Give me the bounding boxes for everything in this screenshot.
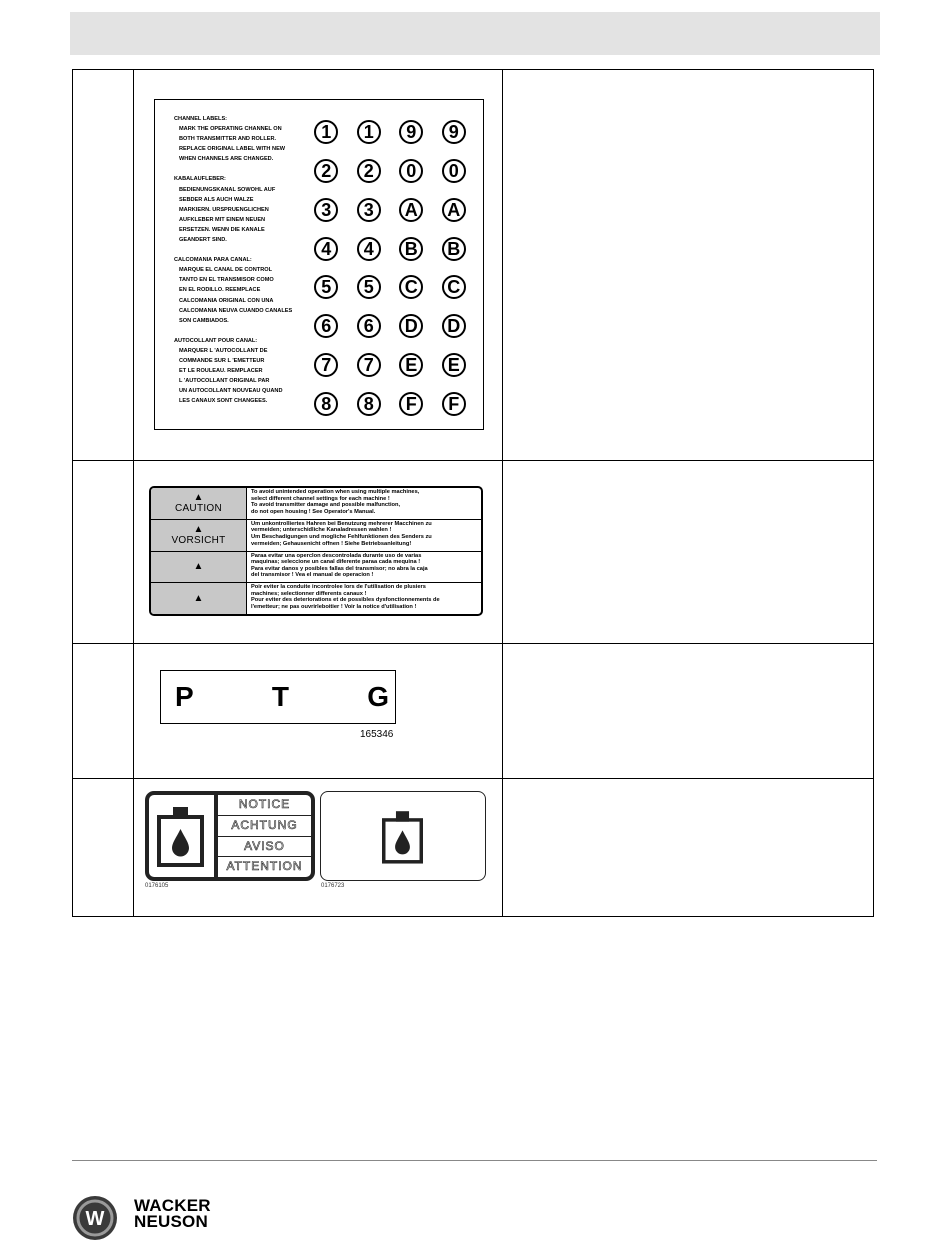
description-cell [503, 70, 874, 461]
line: UN AUTOCOLLANT NOUVEAU QUAND [179, 388, 283, 395]
channel-circle: E [399, 353, 423, 377]
channel-circle: C [399, 275, 423, 299]
description-cell [503, 779, 874, 917]
vorsicht-label: VORSICHT [171, 534, 226, 546]
channel-circle: 5 [357, 275, 381, 299]
heading: CHANNEL LABELS: [174, 116, 228, 122]
page-header-band [70, 12, 880, 55]
channel-circle: 0 [399, 159, 423, 183]
channel-circle: 8 [357, 392, 381, 416]
warning-triangle-icon: ▲ [193, 560, 204, 572]
channel-circle: D [399, 314, 423, 338]
channel-circle: 2 [357, 159, 381, 183]
channel-circle: F [399, 392, 423, 416]
french-instructions [174, 336, 309, 407]
warning-triangle-icon: ▲ [193, 592, 204, 604]
line: MARK THE OPERATING CHANNEL ON [179, 126, 282, 133]
line: TANTO EN EL TRANSMISOR COMO [179, 277, 274, 284]
description-cell [503, 644, 874, 779]
channel-circle: B [442, 237, 466, 261]
caution-german-row [151, 520, 481, 552]
channel-circle: 3 [314, 198, 338, 222]
line: L 'AUTOCOLLANT ORIGINAL PAR [179, 378, 270, 385]
spanish-instructions [174, 255, 309, 326]
caution-english-text: To avoid unintended operation when using multiple machines, select different channel settings for each machine ! To avoid transmitter damage and possible malfunction, do not open housing ! See Operator's Manual. [251, 489, 420, 515]
channel-circle: E [442, 353, 466, 377]
item-number-cell [73, 461, 134, 644]
line: AUFKLEBER MIT EINEM NEUEN [179, 216, 266, 223]
caution-spanish-row [151, 552, 481, 584]
heading: KABALAUFLEBER: [174, 176, 226, 183]
brand-line: NEUSON [134, 1212, 208, 1231]
table-row [73, 461, 874, 644]
channel-circle: C [442, 275, 466, 299]
channel-circle: 0 [442, 159, 466, 183]
ptg-letter: G [367, 681, 389, 712]
ptg-letter: P [175, 681, 194, 712]
warning-triangle-icon: ▲ [193, 523, 204, 535]
brand-line: WACKER [134, 1196, 211, 1215]
caution-french-text: Poir eviter la conduite incontrolee lors de l'utilisation de plusiers machines; selectionner differents canaux ! Pour eviter des deteriorations et de possibles dysfonctionnements de l'emetteur; ne pas ouvrirleboitier ! Voir la notice d'utilisation ! [251, 584, 440, 611]
table-row [73, 779, 874, 917]
ptg-decal [160, 670, 396, 724]
channel-number-grid [305, 113, 475, 423]
caution-german-text: Um unkontrolliertes Hahren bei Benutzung mehrerer Macchinen zu vermeiden; unterschidliche Kanaladressen wahlen ! Um Beschadigungen und mogliche Fehlfunktionen des Senders zu vermeiden; Gehausenicht offnen ! Siehe Betriebsanleitung! [251, 520, 432, 547]
line: MARQUER L 'AUTOCOLLANT DE [179, 347, 268, 354]
line: CALCOMANIA NEUVA CUANDO CANALES [179, 307, 293, 314]
decal-image-cell [134, 644, 503, 779]
table-row [73, 644, 874, 779]
item-number-cell [73, 644, 134, 779]
notice-words [214, 795, 311, 877]
german-instructions [174, 174, 309, 245]
channel-circle: 8 [314, 392, 338, 416]
footer-divider [72, 1160, 877, 1161]
line: BOTH TRANSMITTER AND ROLLER. [179, 136, 277, 143]
channel-circle: 1 [314, 120, 338, 144]
line: REPLACE ORIGINAL LABEL WITH NEW [179, 146, 286, 153]
line: ERSETZEN. WENN DIE KANALE [179, 226, 265, 233]
line: COMMANDE SUR L 'EMETTEUR [179, 357, 265, 364]
line: WHEN CHANNELS ARE CHANGED. [179, 156, 274, 163]
channel-circle: 3 [357, 198, 381, 222]
decal-table [72, 69, 874, 917]
notice-decal-multilingual [145, 791, 315, 881]
item-number-cell [73, 70, 134, 461]
channel-circle: 6 [357, 314, 381, 338]
line: MARQUE EL CANAL DE CONTROL [179, 267, 273, 274]
decal-image-cell [134, 461, 503, 644]
decal-image-cell [134, 779, 503, 917]
table-row [73, 70, 874, 461]
channel-circle: 9 [442, 120, 466, 144]
ptg-part-number: 165346 [360, 729, 394, 740]
line: BEDIENUNGSKANAL SOWOHL AUF [179, 186, 276, 193]
wacker-neuson-logo-icon [72, 1195, 118, 1241]
notice-part-number-left: 0176105 [145, 883, 169, 889]
caution-decal [149, 486, 483, 616]
channel-circle: A [399, 198, 423, 222]
oil-tank-icon [382, 809, 423, 864]
line: LES CANAUX SONT CHANGEES. [179, 398, 268, 405]
channel-circle: 6 [314, 314, 338, 338]
notice-word: ATTENTION [226, 859, 303, 874]
notice-part-number-right: 0176723 [321, 883, 345, 889]
ptg-letter: T [271, 681, 289, 712]
channel-circle: 1 [357, 120, 381, 144]
heading: CALCOMANIA PARA CANAL: [174, 257, 252, 264]
channel-circle: 7 [314, 353, 338, 377]
channel-circle: 5 [314, 275, 338, 299]
notice-word: ACHTUNG [218, 816, 311, 837]
channel-circle: 4 [314, 237, 338, 261]
channel-circle: D [442, 314, 466, 338]
channel-labels-text [174, 114, 309, 416]
line: MARKIERN. URSPRUENGLICHEN [179, 206, 269, 213]
warning-triangle-icon: ▲ [193, 491, 204, 503]
caution-french-row [151, 583, 481, 614]
oil-tank-icon [157, 805, 204, 867]
line: EN EL RODILLO. REEMPLACE [179, 287, 261, 294]
notice-decal-icon-only [320, 791, 486, 881]
line: SEBDER ALS AUCH WALZE [179, 196, 254, 203]
logo-letter: W [85, 1208, 105, 1230]
english-instructions [174, 114, 309, 164]
channel-circle: 4 [357, 237, 381, 261]
notice-word: AVISO [218, 837, 311, 858]
channel-circle: B [399, 237, 423, 261]
caution-spanish-text: Paraa evitar una operclon descontrolada durante uso de varias maquinas; seleccione un canal diferente paraa cada mequina ! Para evitar danos y posibles fallas del transmisor; no abra la caja del transmisor ! Vea el manual de operacion ! [251, 552, 428, 579]
line: ET LE ROULEAU. REMPLACER [179, 368, 263, 375]
item-number-cell [73, 779, 134, 917]
channel-circle: A [442, 198, 466, 222]
channel-circle: F [442, 392, 466, 416]
channel-circle: 9 [399, 120, 423, 144]
channel-circle: 2 [314, 159, 338, 183]
caution-label: CAUTION [174, 502, 223, 514]
decal-image-cell [134, 70, 503, 461]
caution-english-row [151, 488, 481, 520]
line: CALCOMANIA ORIGINAL CON UNA [179, 297, 274, 304]
description-cell [503, 461, 874, 644]
line: SON CAMBIADOS. [179, 317, 229, 324]
channel-labels-decal [154, 99, 484, 430]
channel-circle: 7 [357, 353, 381, 377]
heading: AUTOCOLLANT POUR CANAL: [174, 337, 258, 344]
notice-word: NOTICE [218, 795, 311, 816]
line: GEANDERT SIND. [179, 237, 227, 244]
brand-wordmark [134, 1198, 211, 1230]
